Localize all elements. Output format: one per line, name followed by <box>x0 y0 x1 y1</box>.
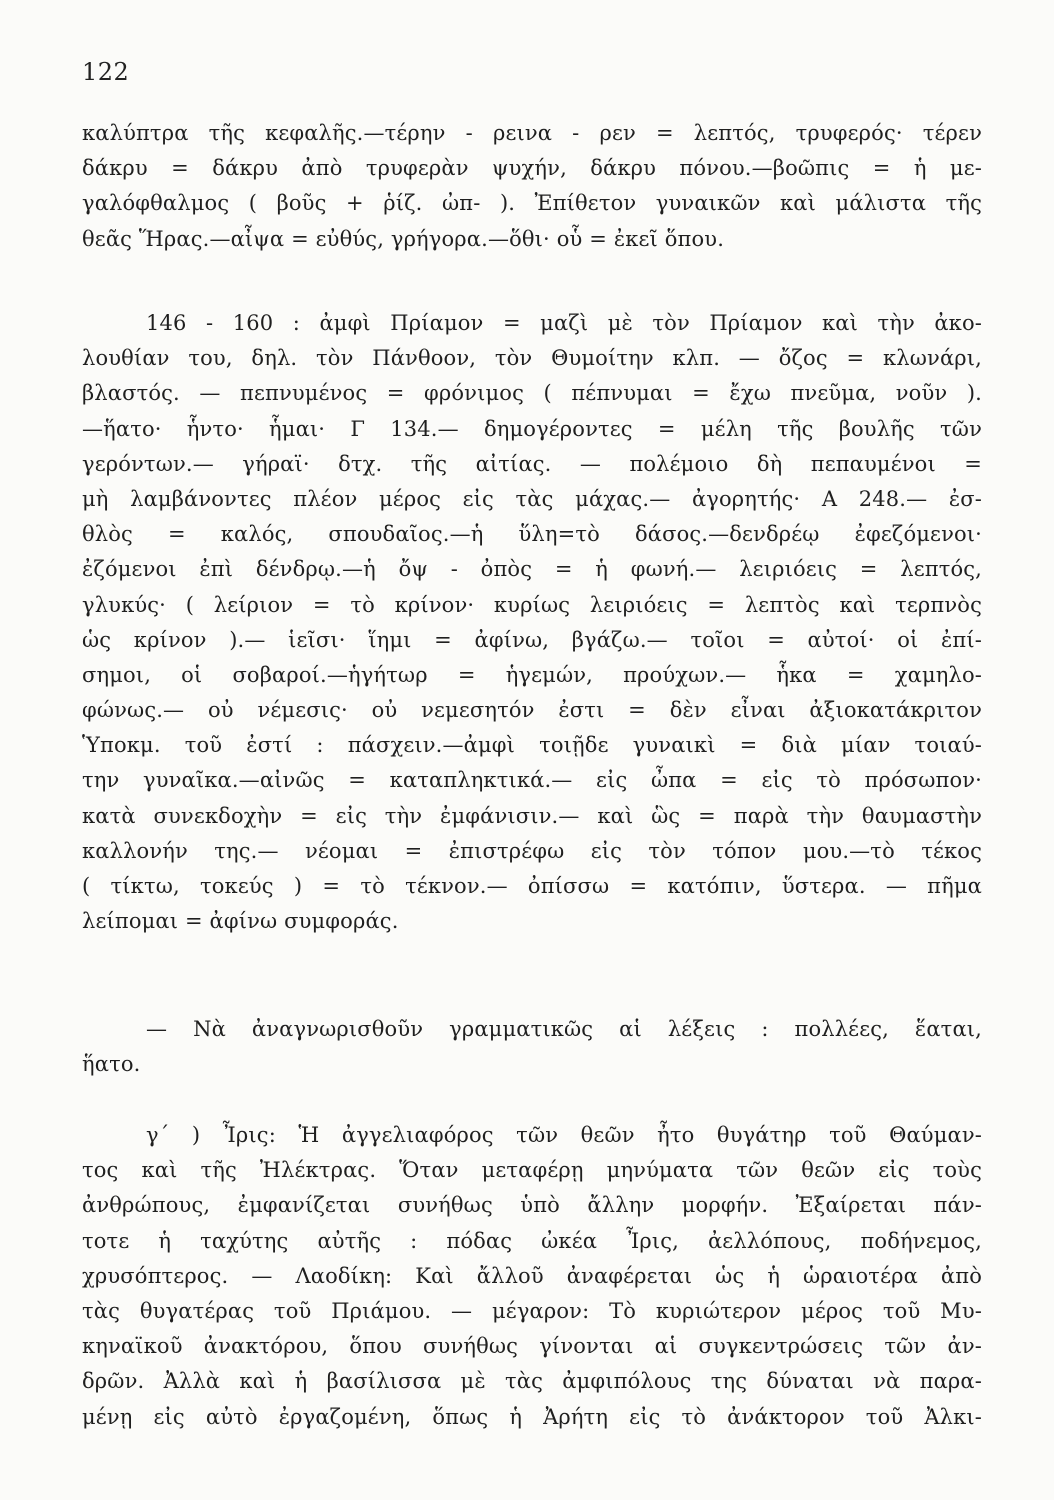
text-line: καλύπτρα τῆς κεφαλῆς.—τέρην - ρεινα - ρεν = λεπτός, τρυφερός· τέρεν <box>82 121 982 145</box>
text-line: κηναϊκοῦ ἀνακτόρου, ὅπου συνήθως γίνονται αἱ συγκεντρώσεις τῶν ἀν- <box>82 1334 982 1359</box>
text-line: —ἥατο· ἧντο· ἧμαι· Γ 134.— δημογέροντες = μέλη τῆς βουλῆς τῶν <box>82 416 982 441</box>
text-line: μένῃ εἰς αὐτὸ ἐργαζομένη, ὅπως ἡ Ἀρήτη εἰς τὸ ἀνάκτορον τοῦ Ἀλκι- <box>82 1404 982 1429</box>
text-line: τος καὶ τῆς Ἠλέκτρας. Ὅταν μεταφέρῃ μηνύματα τῶν θεῶν εἰς τοὺς <box>82 1158 982 1183</box>
paragraph-3 <box>82 1012 982 1082</box>
text-line: γερόντων.— γήραϊ· δτχ. τῆς αἰτίας. — πολέμοιο δὴ πεπαυμένοι = <box>82 451 982 476</box>
paragraph-4 <box>82 1118 982 1435</box>
text-line: φώνως.— οὐ νέμεσις· οὐ νεμεσητόν ἐστι = δὲν εἶναι ἀξιοκατάκριτον <box>82 698 982 723</box>
text-line: σημοι, οἱ σοβαροί.—ἡγήτωρ = ἡγεμών, προύχων.— ἧκα = χαμηλο- <box>82 662 982 687</box>
text-line: την γυναῖκα.—αἰνῶς = καταπληκτικά.— εἰς ὦπα = εἰς τὸ πρόσωπον· <box>82 768 982 793</box>
paragraph-2 <box>82 306 982 939</box>
text-line: δρῶν. Ἀλλὰ καὶ ἡ βασίλισσα μὲ τὰς ἀμφιπόλους της δύναται νὰ παρα- <box>82 1369 982 1394</box>
text-line: 146 - 160 : ἀμφὶ Πρίαμον = μαζὶ μὲ τὸν Πρίαμον καὶ τὴν ἀκο- <box>146 311 982 335</box>
text-line: ἀνθρώπους, ἐμφανίζεται συνήθως ὑπὸ ἄλλην μορφήν. Ἐξαίρεται πάν- <box>82 1193 982 1218</box>
text-line: τοτε ἡ ταχύτης αὐτῆς : πόδας ὠκέα Ἶρις, ἀελλόπους, ποδήνεμος, <box>82 1228 982 1253</box>
text-line: χρυσόπτερος. — Λαοδίκη: Καὶ ἄλλοῦ ἀναφέρεται ὡς ἡ ὡραιοτέρα ἀπὸ <box>82 1263 982 1288</box>
text-line: γαλόφθαλμος ( βοῦς + ῥίζ. ὠπ- ). Ἐπίθετον γυναικῶν καὶ μάλιστα τῆς <box>82 191 982 216</box>
text-line: ἐζόμενοι ἐπὶ δένδρῳ.—ἡ ὄψ - ὀπὸς = ἡ φωνή.— λειριόεις = λεπτός, <box>82 557 982 582</box>
page-number: 122 <box>82 58 130 86</box>
text-line: — Νὰ ἀναγνωρισθοῦν γραμματικῶς αἱ λέξεις : πολλέες, ἕαται, <box>146 1017 982 1041</box>
paragraph-1 <box>82 116 982 257</box>
text-line: τὰς θυγατέρας τοῦ Πριάμου. — μέγαρον: Τὸ κυριώτερον μέρος τοῦ Μυ- <box>82 1298 982 1323</box>
text-line: λουθίαν του, δηλ. τὸν Πάνθοον, τὸν Θυμοίτην κλπ. — ὄζος = κλωνάρι, <box>82 346 982 371</box>
text-line: λείπομαι = ἀφίνω συμφοράς. <box>82 909 399 934</box>
text-line: κατὰ συνεκδοχὴν = εἰς τὴν ἐμφάνισιν.— καὶ ὣς = παρὰ τὴν θαυμαστὴν <box>82 803 982 828</box>
text-line: θεᾶς Ἥρας.—αἶψα = εὐθύς, γρήγορα.—ὅθι· οὗ = ἐκεῖ ὅπου. <box>82 226 725 251</box>
text-line: ( τίκτω, τοκεύς ) = τὸ τέκνον.— ὀπίσσω = κατόπιν, ὕστερα. — πῆμα <box>82 874 982 898</box>
text-line: δάκρυ = δάκρυ ἀπὸ τρυφερὰν ψυχήν, δάκρυ πόνου.—βοῶπις = ἡ με- <box>82 156 982 181</box>
text-line: Ὑποκμ. τοῦ ἐστί : πάσχειν.—ἀμφὶ τοιῇδε γυναικὶ = διὰ μίαν τοιαύ- <box>82 733 982 758</box>
text-line: καλλονήν της.— νέομαι = ἐπιστρέφω εἰς τὸν τόπον μου.—τὸ τέκος <box>82 838 982 863</box>
text-line: ἥατο. <box>82 1052 141 1077</box>
text-line: θλὸς = καλός, σπουδαῖος.—ἡ ὕλη=τὸ δάσος.—δενδρέῳ ἐφεζόμενοι· <box>82 522 982 547</box>
text-line: ὡς κρίνον ).— ἱεῖσι· ἵημι = ἀφίνω, βγάζω.— τοῖοι = αὐτοί· οἱ ἐπί- <box>82 627 982 652</box>
text-line: γ΄ ) Ἶρις: Ἡ ἀγγελιαφόρος τῶν θεῶν ἦτο θυγάτηρ τοῦ Θαύμαν- <box>146 1123 982 1147</box>
text-line: γλυκύς· ( λείριον = τὸ κρίνον· κυρίως λειριόεις = λεπτὸς καὶ τερπνὸς <box>82 592 982 617</box>
text-line: βλαστός. — πεπνυμένος = φρόνιμος ( πέπνυμαι = ἔχω πνεῦμα, νοῦν ). <box>82 381 982 406</box>
text-line: μὴ λαμβάνοντες πλέον μέρος εἰς τὰς μάχας.— ἀγορητής· Α 248.— ἐσ- <box>82 486 982 511</box>
